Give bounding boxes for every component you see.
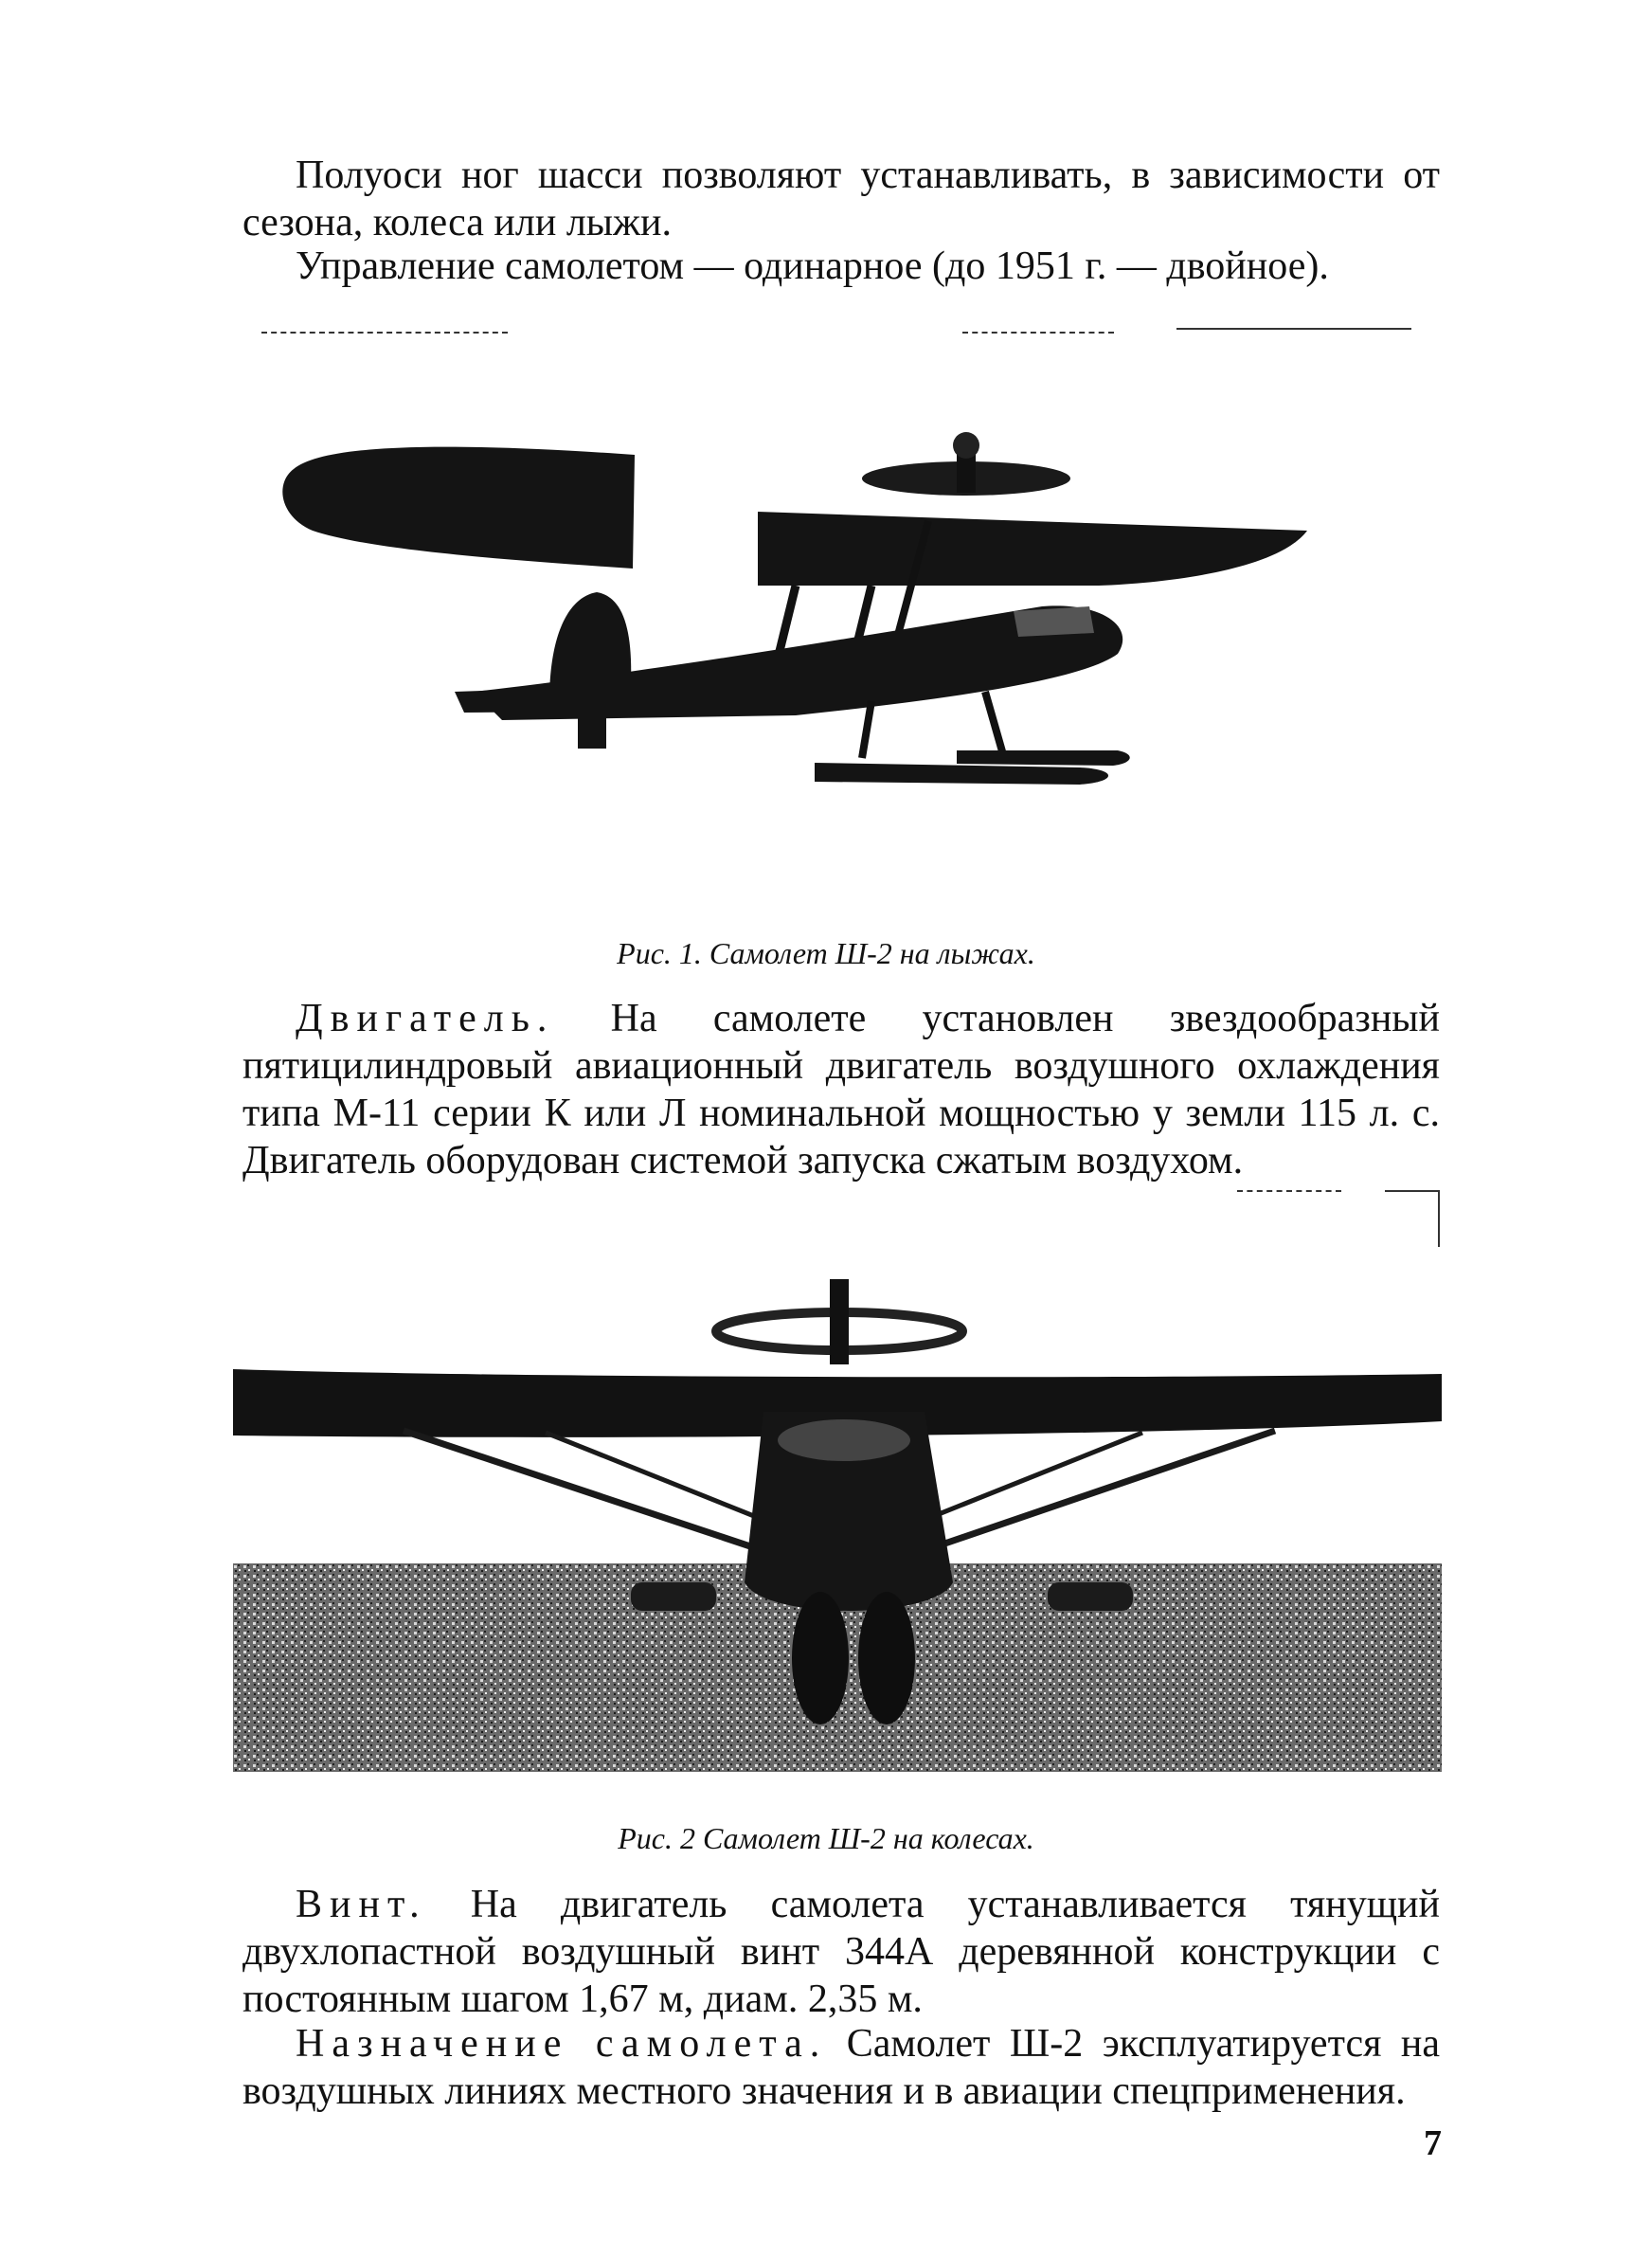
scan-rule (1237, 1190, 1341, 1192)
figure-1-caption: Рис. 1. Самолет Ш-2 на лыжах. (617, 936, 1035, 970)
paragraph-engine (242, 995, 1440, 1184)
figure-sh2-on-wheels (233, 1279, 1442, 1772)
page-number: 7 (1424, 2123, 1442, 2163)
figure-sh2-on-skis (265, 417, 1326, 815)
scan-rule (1176, 328, 1411, 330)
paragraph-purpose (242, 2020, 1440, 2115)
paragraph-text: На самолете установлен звездообразный пятицилиндровый авиационный двигатель воздушного охлаждения типа М-11 серии К или Л номинальной мощностью у земли 115 л. с. Двигатель оборудован системой запуска сжатым воздухом. (242, 997, 1440, 1183)
paragraph-text: Управление самолетом — одинарное (до 1951 г. — двойное). (296, 244, 1329, 288)
section-heading: Назначение самолета. (296, 2022, 828, 2066)
paragraph-propeller (242, 1881, 1440, 2023)
figure-2-caption: Рис. 2 Самолет Ш-2 на колесах. (618, 1821, 1034, 1855)
paragraph-text: Самолет Ш-2 эксплуатируется на воздушных линиях местного значения и в авиации спецприменения. (242, 2022, 1441, 2113)
paragraph-text: Полуоси ног шасси позволяют устанавливать, в зависимости от сезона, колеса или лыжи. (242, 153, 1440, 244)
scan-rule (261, 332, 508, 334)
scan-rule (1385, 1190, 1440, 1192)
section-heading: Винт. (296, 1883, 427, 1926)
scan-rule (1438, 1190, 1440, 1247)
paragraph-text: На двигатель самолета устанавливается тянущий двухлопастной воздушный винт 344А деревянной конструкции с постоянным шагом 1,67 м, диам. 2,35 м. (242, 1883, 1441, 2021)
paragraph-landing-gear (242, 152, 1440, 246)
scan-rule (962, 332, 1114, 334)
section-heading: Двигатель. (296, 997, 555, 1040)
paragraph-controls (242, 243, 1440, 290)
